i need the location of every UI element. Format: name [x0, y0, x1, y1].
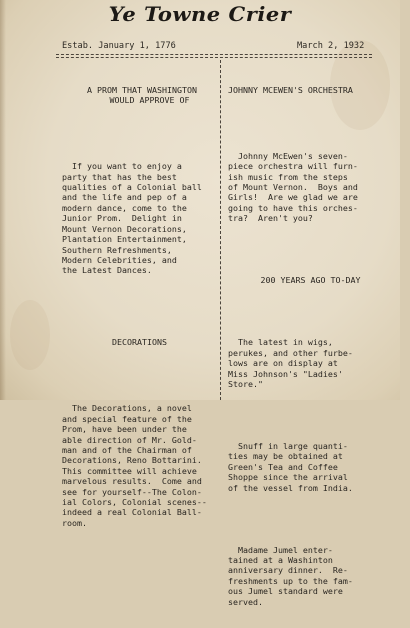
- snuff-article: Snuff in large quanti- ties may be obtained at Green's Tea and Coffee Shoppe since the arrival of the vessel from India.: [228, 441, 353, 493]
- decorations-headline: DECORATIONS: [112, 337, 167, 348]
- history-headline: 200 YEARS AGO TO-DAY: [260, 275, 361, 286]
- prom-article: If you want to enjoy a party that has the best qualities of a Colonial ball and the life and pep of a modern dance, come to the Junior Prom. Delight in Mount Vernon Decorations, Plantation Entertainment, Southern Refreshments, Modern Celebrities, and the Latest Dances.: [62, 161, 202, 276]
- right-column: [228, 64, 393, 628]
- left-column: [62, 64, 217, 549]
- header-rule: [56, 54, 372, 55]
- jumel-article: Madame Jumel enter- tained at a Washinton anniversary dinner. Re- freshments up to the fam- ous Jumel standard were served.: [228, 544, 353, 607]
- wigs-article: The latest in wigs, perukes, and other furbe- lows are on display at Miss Johnson's "Ladies' Store.": [228, 337, 353, 389]
- prom-headline: A PROM THAT WASHINGTON WOULD APPROVE OF: [87, 84, 197, 106]
- orchestra-article: Johnny McEwen's seven- piece orchestra will furn- ish music from the steps of Mount Vernon. Boys and Girls! Are we glad we are going to have this orches- tra? Aren't you?: [228, 150, 358, 224]
- orchestra-headline: JOHNNY MCEWEN'S ORCHESTRA: [228, 84, 353, 95]
- paper-stain: [10, 300, 50, 370]
- decorations-article: The Decorations, a novel and special feature of the Prom, have been under the able direction of Mr. Gold- man and of the Chairman of Decorations, Reno Bottarini. This committee will achieve marvelous results. Come and see for yourself--The Colon- ial Colors, Colonial scenes-- indeed a real Colonial Ball- room.: [62, 403, 207, 528]
- header-rule: [56, 57, 372, 58]
- issue-date: March 2, 1932: [297, 41, 365, 51]
- established-date: Estab. January 1, 1776: [62, 41, 176, 51]
- column-divider: [220, 60, 221, 400]
- masthead-title: Ye Towne Crier: [108, 2, 292, 26]
- paper-edge-shadow: [0, 0, 6, 400]
